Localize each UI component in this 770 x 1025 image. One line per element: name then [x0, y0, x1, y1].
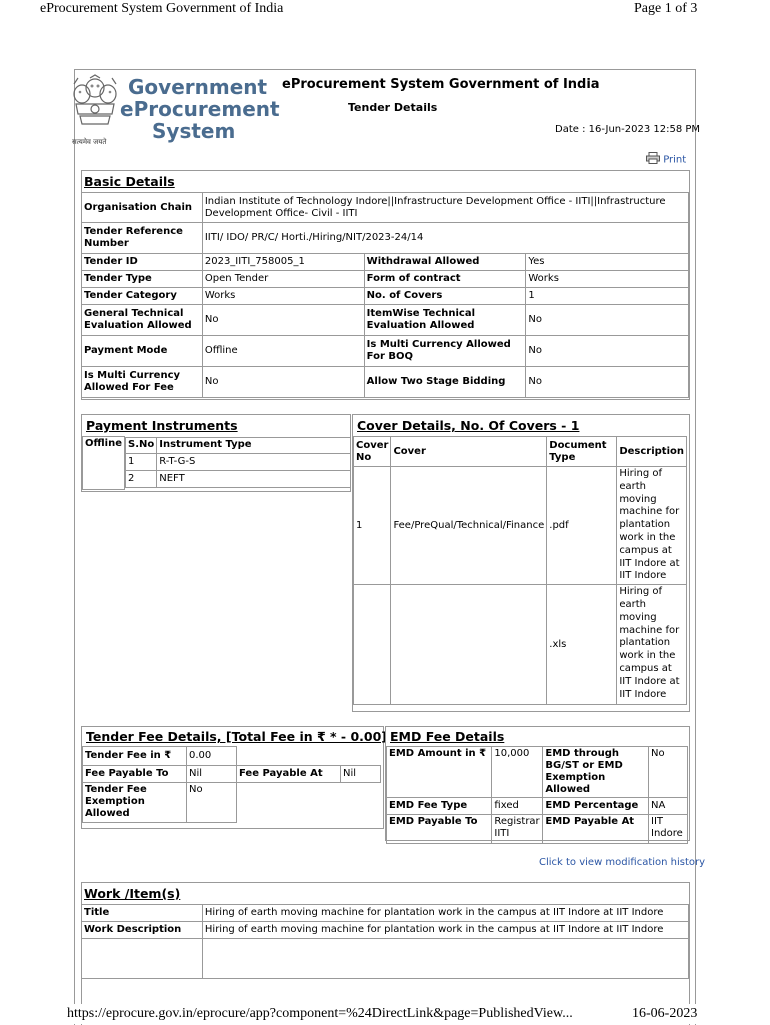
empty-cell — [237, 747, 341, 766]
table-cell: General Technical Evaluation Allowed — [82, 305, 203, 336]
basic-details-heading: Basic Details — [84, 174, 175, 189]
tender-ref-label: Tender Reference Number — [82, 223, 203, 254]
table-cell: Works — [526, 271, 689, 288]
footer-url: https://eprocure.gov.in/eprocure/app?component=%24DirectLink&page=PublishedView... — [67, 1006, 573, 1021]
footer-date: 16-06-2023 — [632, 1006, 698, 1021]
emd-fee-heading: EMD Fee Details — [390, 729, 505, 744]
table-cell: 1 — [354, 467, 391, 585]
payment-instruments-heading: Payment Instruments — [86, 418, 238, 433]
print-label: Print — [663, 154, 687, 166]
table-cell: R-T-G-S — [157, 453, 351, 470]
tender-fee-value: 0.00 — [187, 747, 237, 766]
table-cell: Open Tender — [202, 271, 364, 288]
logo-line-3: System — [152, 119, 236, 143]
work-items-table — [81, 904, 689, 979]
table-cell: 2023_IITI_758005_1 — [202, 254, 364, 271]
table-cell: Withdrawal Allowed — [364, 254, 526, 271]
emd-bg-label: EMD through BG/ST or EMD Exemption Allowed — [543, 747, 649, 798]
fee-exemption-value: No — [187, 783, 237, 823]
column-header-sno: S.No — [126, 437, 157, 453]
table-cell: Works — [202, 288, 364, 305]
table-cell: No — [526, 367, 689, 398]
table-cell: No — [526, 305, 689, 336]
table-cell — [354, 585, 391, 705]
logo-line-2: eProcurement — [120, 97, 280, 121]
logo-line-1: Government — [128, 75, 268, 99]
table-cell: Tender Type — [82, 271, 203, 288]
print-button[interactable] — [646, 152, 686, 167]
basic-details-table — [81, 192, 689, 398]
table-cell: 2 — [126, 470, 157, 487]
table-cell: Offline — [202, 336, 364, 367]
tender-fee-table — [82, 746, 381, 823]
emd-payable-to-label: EMD Payable To — [387, 815, 492, 844]
emd-bg-value: No — [649, 747, 688, 798]
work-title-label: Title — [82, 905, 203, 922]
tender-ref-value: IITI/ IDO/ PR/C/ Horti./Hiring/NIT/2023-24/14 — [202, 223, 688, 254]
print-header-title: eProcurement System Government of India — [40, 1, 284, 16]
table-cell: Hiring of earth moving machine for plantation work in the campus at IIT Indore at IIT Indore — [617, 585, 687, 705]
emd-amount-value: 10,000 — [492, 747, 543, 798]
page-title: eProcurement System Government of India — [282, 77, 600, 92]
table-cell: Tender Category — [82, 288, 203, 305]
table-cell: No — [202, 305, 364, 336]
table-cell: 1 — [526, 288, 689, 305]
tender-fee-label: Tender Fee in ₹ — [83, 747, 187, 766]
printer-icon — [646, 152, 660, 167]
report-date: Date : 16-Jun-2023 12:58 PM — [555, 124, 701, 135]
table-cell: Hiring of earth moving machine for plantation work in the campus at IIT Indore at IIT Indore — [617, 467, 687, 585]
table-cell: Allow Two Stage Bidding — [364, 367, 526, 398]
table-cell: NEFT — [157, 470, 351, 487]
table-cell: Is Multi Currency Allowed For Fee — [82, 367, 203, 398]
emd-type-label: EMD Fee Type — [387, 798, 492, 815]
cover-details-heading: Cover Details, No. Of Covers - 1 — [357, 418, 580, 433]
table-cell: .pdf — [547, 467, 617, 585]
fee-payable-to-label: Fee Payable To — [83, 766, 187, 783]
org-chain-value: Indian Institute of Technology Indore||Infrastructure Development Office - IITI||Infrastructure Development Office- Civil - IITI — [202, 193, 688, 223]
fee-payable-to-value: Nil — [187, 766, 237, 783]
work-items-heading: Work /Item(s) — [84, 886, 181, 901]
table-cell: No — [202, 367, 364, 398]
column-header-description: Description — [617, 437, 687, 467]
table-cell: Payment Mode — [82, 336, 203, 367]
work-title-value: Hiring of earth moving machine for plantation work in the campus at IIT Indore at IIT Indore — [202, 905, 688, 922]
fee-exemption-label: Tender Fee Exemption Allowed — [83, 783, 187, 823]
page-subtitle: Tender Details — [348, 101, 438, 114]
table-cell: ItemWise Technical Evaluation Allowed — [364, 305, 526, 336]
emblem-caption: सत्यमेव जयते — [72, 138, 107, 146]
column-header-document-type: Document Type — [547, 437, 617, 467]
table-cell: No — [526, 336, 689, 367]
emd-percentage-label: EMD Percentage — [543, 798, 649, 815]
table-cell: No. of Covers — [364, 288, 526, 305]
payment-mode: Offline — [83, 437, 125, 490]
table-cell: 1 — [126, 453, 157, 470]
emd-payable-at-label: EMD Payable At — [543, 815, 649, 844]
fee-payable-at-value: Nil — [341, 766, 381, 783]
org-chain-label: Organisation Chain — [82, 193, 203, 223]
emd-type-value: fixed — [492, 798, 543, 815]
table-cell: Fee/PreQual/Technical/Finance — [391, 467, 547, 585]
table-cell: Form of contract — [364, 271, 526, 288]
empty-cell — [341, 783, 381, 823]
work-description-label: Work Description — [82, 922, 203, 939]
tender-fee-heading: Tender Fee Details, [Total Fee in ₹ * - 0.00] — [86, 729, 388, 744]
table-cell: Is Multi Currency Allowed For BOQ — [364, 336, 526, 367]
emd-payable-at-value: IIT Indore — [649, 815, 688, 844]
payment-instruments-table — [82, 436, 351, 490]
emd-payable-to-value: Registrar IITI — [492, 815, 543, 844]
instrument-list-cell — [125, 437, 352, 490]
print-header-page: Page 1 of 3 — [634, 1, 698, 16]
work-description-value: Hiring of earth moving machine for plantation work in the campus at IIT Indore at IIT Indore — [202, 922, 688, 939]
table-cell: .xls — [547, 585, 617, 705]
column-header-instrument-type: Instrument Type — [157, 437, 351, 453]
table-cell: Tender ID — [82, 254, 203, 271]
emd-fee-table — [386, 746, 688, 844]
modification-history-link[interactable]: Click to view modification history — [539, 857, 706, 868]
fee-payable-at-label: Fee Payable At — [237, 766, 341, 783]
column-header-cover: Cover — [391, 437, 547, 467]
empty-cell — [341, 747, 381, 766]
column-header-cover-no: Cover No — [354, 437, 391, 467]
instrument-list — [125, 437, 351, 488]
empty-cell — [237, 783, 341, 823]
empty-cell — [202, 939, 688, 979]
table-cell — [391, 585, 547, 705]
cover-details-table — [353, 436, 687, 705]
emd-percentage-value: NA — [649, 798, 688, 815]
empty-cell — [82, 939, 203, 979]
emd-amount-label: EMD Amount in ₹ — [387, 747, 492, 798]
table-cell: Yes — [526, 254, 689, 271]
